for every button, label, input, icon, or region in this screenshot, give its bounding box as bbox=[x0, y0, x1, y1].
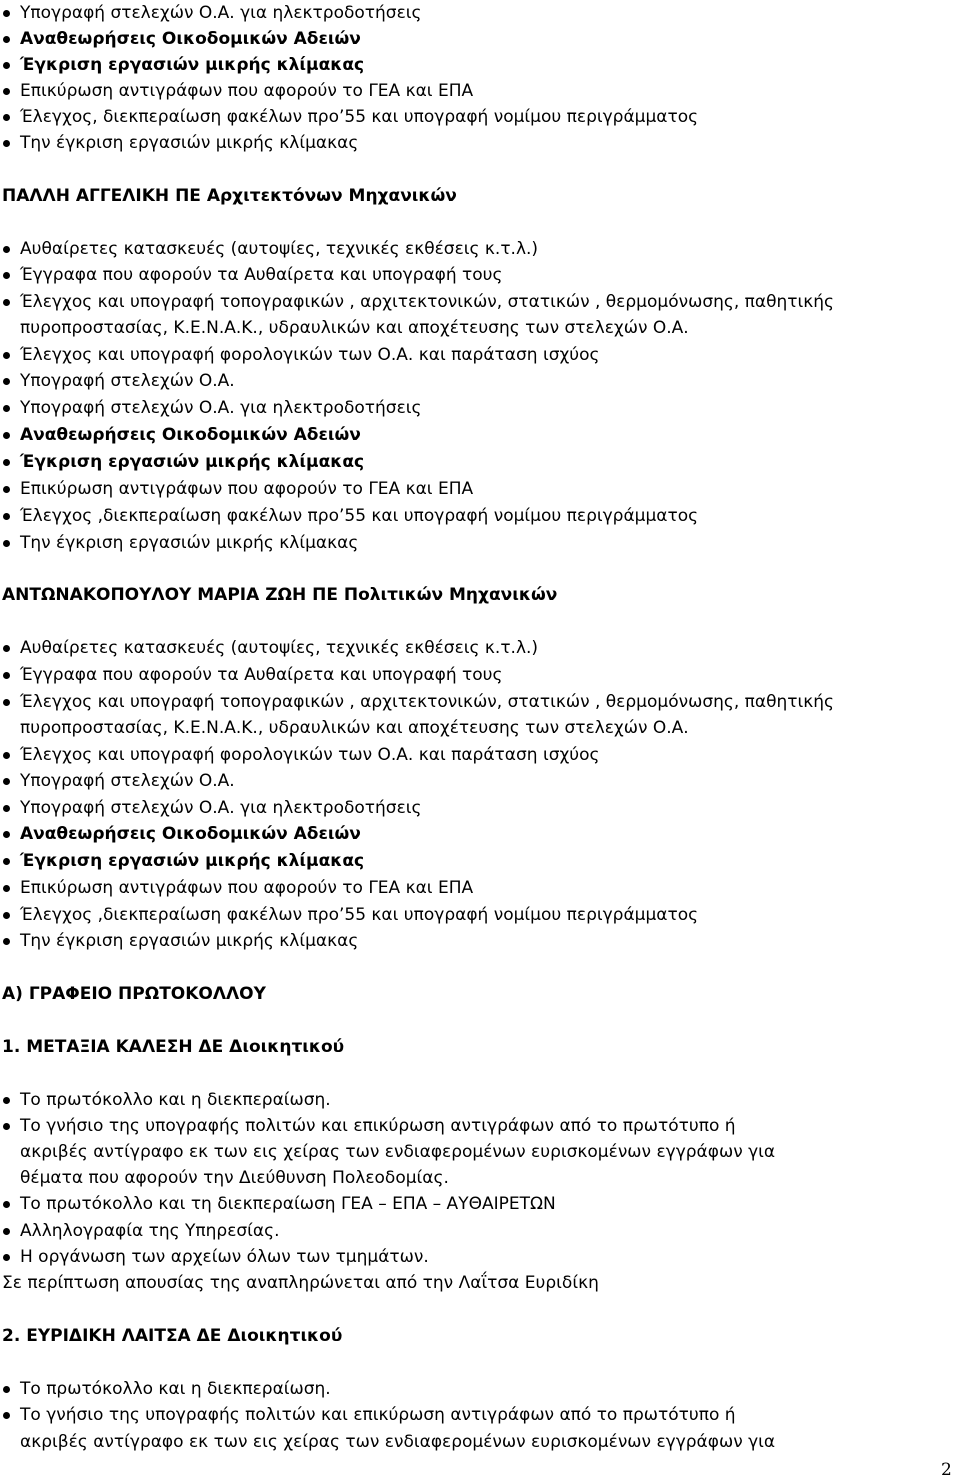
bullet-icon bbox=[3, 1123, 10, 1130]
bullet-icon bbox=[3, 272, 10, 279]
bullet-icon bbox=[3, 62, 10, 69]
bullet-icon bbox=[3, 486, 10, 493]
bullet-icon bbox=[3, 1097, 10, 1104]
subsection-heading: 1. ΜΕΤΑΞΙΑ ΚΑΛΕΣΗ ΔΕ Διοικητικού bbox=[2, 1037, 345, 1057]
document-page: Υπογραφή στελεχών Ο.Α. για ηλεκτροδοτήσεις Αναθεωρήσεις Οικοδομικών Αδειών Έγκριση εργασιών μικρής κλίμακας Επικύρωση αντιγράφων που αφορούν το ΓΕΑ και ΕΠΑ Έλεγχος, διεκπεραίωση φακέλων προ’55 και υπογραφή νομίμου περιγράμματος Την έγκριση εργασιών μικρής κλίμακας ΠΑΛΛΗ ΑΓΓΕΛΙΚΗ ΠΕ Αρχιτεκτόνων Μηχανικών Αυθαίρετες κατασκευές (αυτοψίες, τεχνικές εκθέσεις κ.τ.λ.) Έγγραφα που αφορούν τα Αυθαίρετα και υπογραφή τους Έλεγχος και υπογραφή τοπογραφικών , αρχιτεκτονικών, στατικών , θερμομόνωσης, παθητικής πυροπροστασίας, Κ.Ε.Ν.Α.Κ., υδραυλικών και αποχέτευσης των στελεχών Ο.Α. Έλεγχος και υπογραφή φορολογικών των Ο.Α. και παράταση ισχύος Υπογραφή στελεχών Ο.Α. Υπογραφή στελεχών Ο.Α. για ηλεκτροδοτήσεις Αναθεωρήσεις Οικοδομικών Αδειών Έγκριση εργασιών μικρής κλίμακας Επικύρωση αντιγράφων που αφορούν το ΓΕΑ και ΕΠΑ Έλεγχος ,διεκπεραίωση φακέλων προ’55 και υπογραφή νομίμου περιγράμματος Την έγκριση εργασιών μικρής κλίμακας ΑΝΤΩΝΑΚΟΠΟΥΛΟΥ ΜΑΡΙΑ ΖΩΗ ΠΕ Πολιτικών Μηχανικών Αυθαίρετες κατασκευές (αυτοψίες, τεχνικές εκθέσεις κ.τ.λ.) Έγγραφα που αφορούν τα Αυθαίρετα και υπογραφή τους Έλεγχος και υπογραφή τοπογραφικών , αρχιτεκτονικών, στατικών , θερμομόνωσης, παθητικής πυροπροστασίας, Κ.Ε.Ν.Α.Κ., υδραυλικών και αποχέτευσης των στελεχών Ο.Α. Έλεγχος και υπογραφή φορολογικών των Ο.Α. και παράταση ισχύος Υπογραφή στελεχών Ο.Α. Υπογραφή στελεχών Ο.Α. για ηλεκτροδοτήσεις Αναθεωρήσεις Οικοδομικών Αδειών Έγκριση εργασιών μικρής κλίμακας Επικύρωση αντιγράφων που αφορούν το ΓΕΑ και ΕΠΑ Έλεγχος ,διεκπεραίωση φακέλων προ’55 και υπογραφή νομίμου περιγράμματος Την έγκριση εργασιών μικρής κλίμακας Α) ΓΡΑΦΕΙΟ ΠΡΩΤΟΚΟΛΛΟΥ 1. ΜΕΤΑΞΙΑ ΚΑΛΕΣΗ ΔΕ Διοικητικού Το πρωτόκολλο και η διεκπεραίωση. Το γνήσιο της υπογραφής πολιτών και επικύρωση αντιγράφων από το πρωτότυπο ή ακριβές αντίγραφο εκ των εις χείρας των ενδιαφερομένων ευρισκομένων εγγράφων για θέματα που αφορούν την Διεύθυνση Πολεοδομίας. Το πρωτόκολλο και τη διεκπεραίωση ΓΕΑ – ΕΠΑ – ΑΥΘΑΙΡΕΤΩΝ Αλληλογραφία της Υπηρεσίας. Η οργάνωση των αρχείων όλων των τμημάτων. Σε περίπτωση απουσίας της αναπληρώνεται από την Λαΐτσα Ευριδίκη 2. ΕΥΡΙΔΙΚΗ ΛΑΙΤΣΑ ΔΕ Διοικητικού Το πρωτόκολλο και η διεκπεραίωση. Το γνήσιο της υπογραφής πολιτών και επικύρωση αντιγράφων από το πρωτότυπο ή ακριβές αντίγραφο εκ των εις χείρας των ενδιαφερομένων ευρισκομένων εγγράφων για 2 bbox=[2, 3, 952, 1480]
bullet-icon bbox=[3, 752, 10, 759]
section-heading: ΠΑΛΛΗ ΑΓΓΕΛΙΚΗ ΠΕ Αρχιτεκτόνων Μηχανικών bbox=[2, 186, 457, 206]
bullet-icon bbox=[3, 36, 10, 43]
bullet-icon bbox=[3, 246, 10, 253]
section-heading: ΑΝΤΩΝΑΚΟΠΟΥΛΟΥ ΜΑΡΙΑ ΖΩΗ ΠΕ Πολιτικών Μηχανικών bbox=[2, 585, 558, 605]
bullet-icon bbox=[3, 140, 10, 147]
bullet-icon bbox=[3, 1228, 10, 1235]
page-number: 2 bbox=[941, 1460, 952, 1480]
bullet-icon bbox=[3, 10, 10, 17]
bullet-icon bbox=[3, 1201, 10, 1208]
bullet-icon bbox=[3, 352, 10, 359]
bullet-icon bbox=[3, 299, 10, 306]
bullet-icon bbox=[3, 938, 10, 945]
bullet-icon bbox=[3, 858, 10, 865]
bullet-icon bbox=[3, 805, 10, 812]
bullet-icon bbox=[3, 1412, 10, 1419]
bullet-icon bbox=[3, 885, 10, 892]
bullet-icon bbox=[3, 1254, 10, 1261]
substitute-note: Σε περίπτωση απουσίας της αναπληρώνεται από την Λαΐτσα Ευριδίκη bbox=[2, 1273, 599, 1293]
bullet-icon bbox=[3, 699, 10, 706]
bullet-icon bbox=[3, 513, 10, 520]
bullet-icon bbox=[3, 540, 10, 547]
bullet-icon bbox=[3, 831, 10, 838]
bullet-icon bbox=[3, 114, 10, 121]
bullet-icon bbox=[3, 672, 10, 679]
bullet-icon bbox=[3, 778, 10, 785]
bullet-icon bbox=[3, 645, 10, 652]
bullet-icon bbox=[3, 459, 10, 466]
bullet-icon bbox=[3, 912, 10, 919]
section-heading: Α) ΓΡΑΦΕΙΟ ΠΡΩΤΟΚΟΛΛΟΥ bbox=[2, 984, 266, 1004]
bullet-icon bbox=[3, 405, 10, 412]
bullet-icon bbox=[3, 378, 10, 385]
bullet-icon bbox=[3, 1386, 10, 1393]
bullet-icon bbox=[3, 432, 10, 439]
subsection-heading: 2. ΕΥΡΙΔΙΚΗ ΛΑΙΤΣΑ ΔΕ Διοικητικού bbox=[2, 1326, 343, 1346]
bullet-icon bbox=[3, 88, 10, 95]
